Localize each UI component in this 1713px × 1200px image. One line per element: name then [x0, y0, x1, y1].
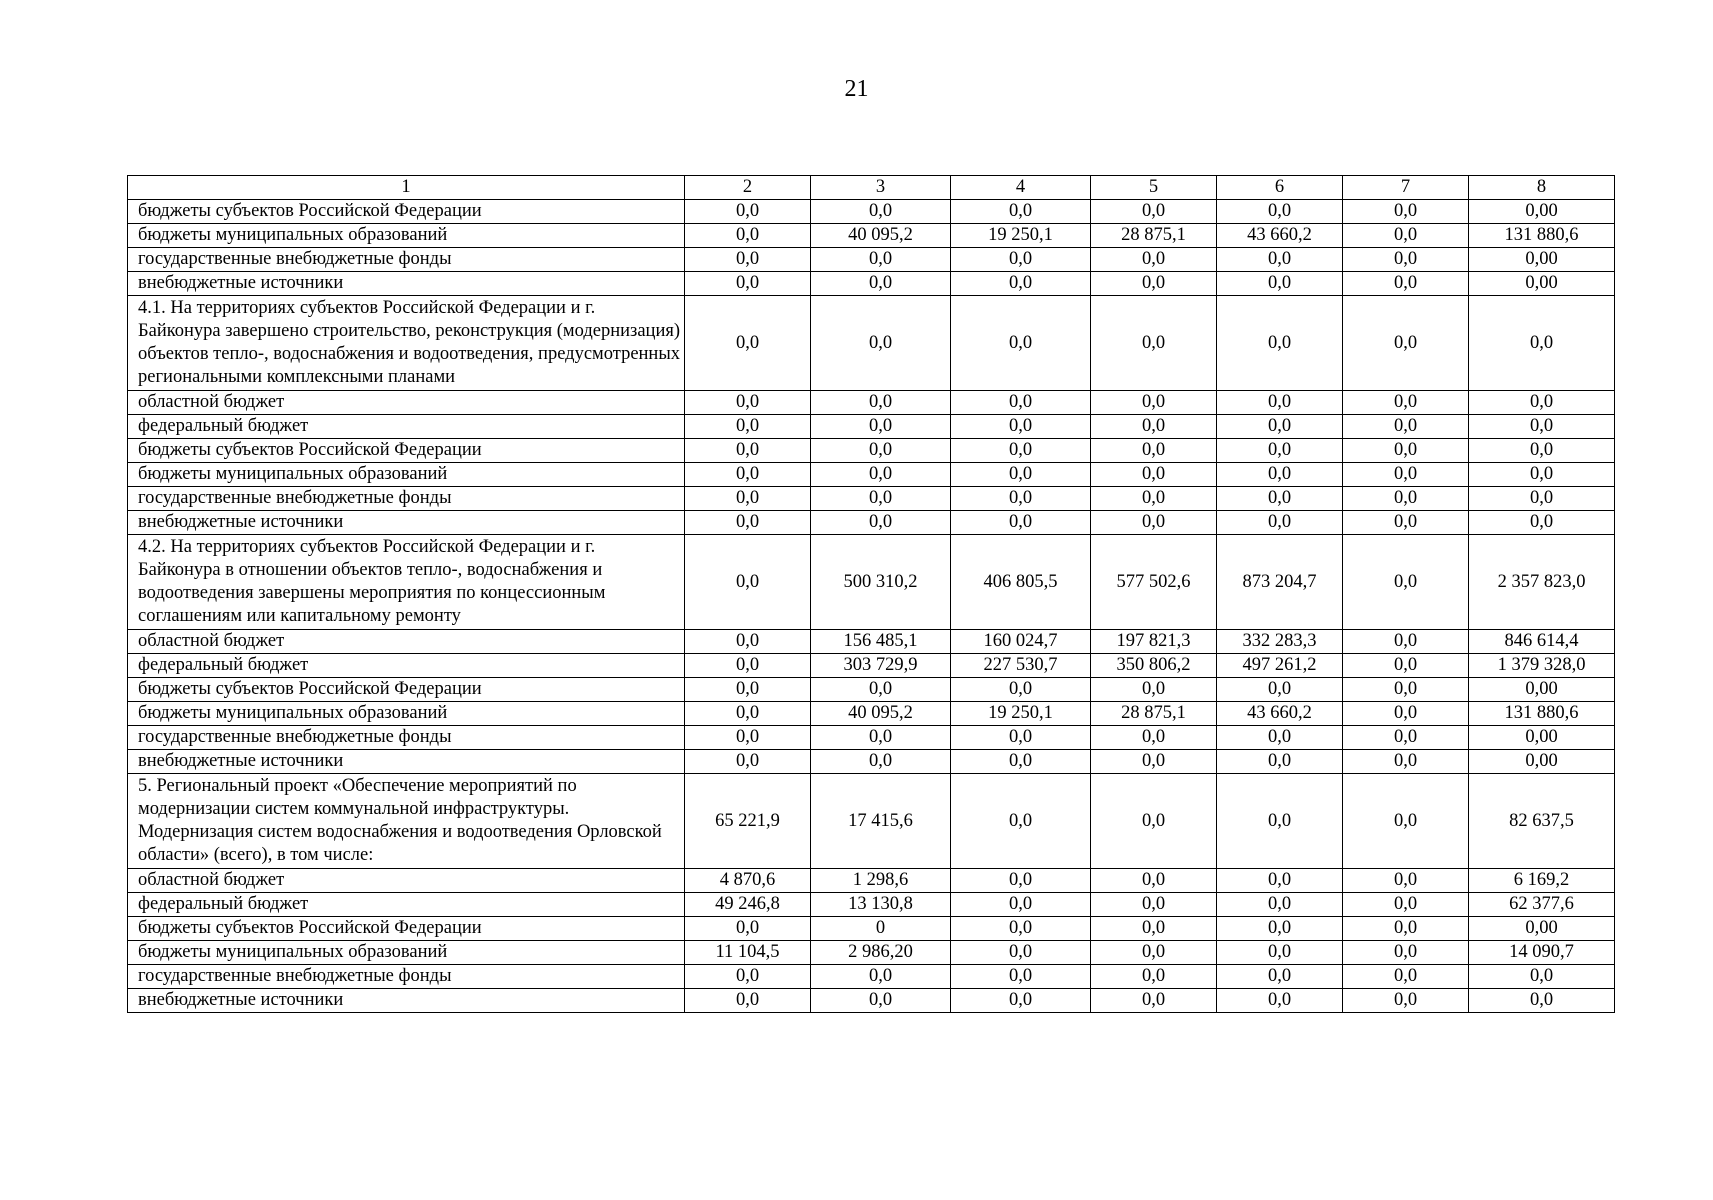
header-cell: 5	[1091, 176, 1217, 200]
table-row	[128, 248, 1615, 272]
value-cell: 0,0	[1343, 893, 1469, 917]
value-cell: 0,0	[685, 511, 811, 535]
value-cell: 0,0	[685, 750, 811, 774]
value-cell: 0,0	[811, 296, 951, 391]
value-cell: 0,0	[951, 415, 1091, 439]
value-cell: 0,0	[685, 391, 811, 415]
value-cell: 0,0	[1217, 726, 1343, 750]
table-row	[128, 487, 1615, 511]
value-cell: 0,0	[951, 750, 1091, 774]
value-cell: 0,0	[1091, 487, 1217, 511]
table-row	[128, 702, 1615, 726]
value-cell: 0,0	[951, 726, 1091, 750]
value-cell: 0,0	[685, 272, 811, 296]
row-label: государственные внебюджетные фонды	[128, 487, 685, 511]
table-row	[128, 893, 1615, 917]
header-cell: 8	[1469, 176, 1615, 200]
value-cell: 0,0	[1217, 989, 1343, 1013]
value-cell: 28 875,1	[1091, 702, 1217, 726]
table-row	[128, 989, 1615, 1013]
value-cell: 0,0	[1469, 439, 1615, 463]
value-cell: 0,0	[1343, 965, 1469, 989]
value-cell: 0,0	[1343, 391, 1469, 415]
value-cell: 0,0	[1091, 511, 1217, 535]
value-cell: 0,0	[1217, 296, 1343, 391]
value-cell: 62 377,6	[1469, 893, 1615, 917]
value-cell: 156 485,1	[811, 630, 951, 654]
section-row	[128, 774, 1615, 869]
row-label: внебюджетные источники	[128, 272, 685, 296]
value-cell: 0,0	[1343, 726, 1469, 750]
table-row	[128, 272, 1615, 296]
value-cell: 0,00	[1469, 248, 1615, 272]
value-cell: 0,0	[1217, 463, 1343, 487]
value-cell: 0,0	[685, 248, 811, 272]
value-cell: 0,0	[1469, 511, 1615, 535]
value-cell: 0	[811, 917, 951, 941]
value-cell: 0,0	[1469, 463, 1615, 487]
value-cell: 0,0	[1469, 296, 1615, 391]
row-label: государственные внебюджетные фонды	[128, 965, 685, 989]
row-label: 4.2. На территориях субъектов Российской Федерации и г. Байконура в отношении объектов тепло-, водоснабжения и водоотведения завершены мероприятия по концессионным соглашениям или капитальному ремонту	[128, 535, 685, 630]
value-cell: 873 204,7	[1217, 535, 1343, 630]
value-cell: 0,0	[1217, 678, 1343, 702]
value-cell: 227 530,7	[951, 654, 1091, 678]
header-cell: 3	[811, 176, 951, 200]
value-cell: 40 095,2	[811, 702, 951, 726]
row-label: бюджеты муниципальных образований	[128, 224, 685, 248]
value-cell: 0,0	[685, 439, 811, 463]
table-row	[128, 415, 1615, 439]
table-row	[128, 869, 1615, 893]
table-row	[128, 965, 1615, 989]
header-cell: 2	[685, 176, 811, 200]
value-cell: 0,0	[685, 415, 811, 439]
value-cell: 0,0	[951, 391, 1091, 415]
value-cell: 0,0	[1091, 272, 1217, 296]
value-cell: 28 875,1	[1091, 224, 1217, 248]
value-cell: 0,0	[1343, 989, 1469, 1013]
value-cell: 577 502,6	[1091, 535, 1217, 630]
value-cell: 0,0	[1343, 774, 1469, 869]
table-row	[128, 200, 1615, 224]
value-cell: 0,0	[811, 248, 951, 272]
value-cell: 0,0	[685, 989, 811, 1013]
value-cell: 0,0	[811, 511, 951, 535]
table-row	[128, 224, 1615, 248]
value-cell: 1 379 328,0	[1469, 654, 1615, 678]
value-cell: 0,0	[951, 965, 1091, 989]
value-cell: 19 250,1	[951, 702, 1091, 726]
value-cell: 0,0	[1469, 989, 1615, 1013]
value-cell: 2 357 823,0	[1469, 535, 1615, 630]
value-cell: 0,0	[951, 272, 1091, 296]
value-cell: 332 283,3	[1217, 630, 1343, 654]
value-cell: 0,0	[1343, 869, 1469, 893]
value-cell: 0,0	[1469, 965, 1615, 989]
value-cell: 0,0	[685, 296, 811, 391]
value-cell: 0,0	[685, 726, 811, 750]
value-cell: 0,0	[811, 989, 951, 1013]
value-cell: 846 614,4	[1469, 630, 1615, 654]
value-cell: 0,0	[1091, 678, 1217, 702]
table-row	[128, 391, 1615, 415]
value-cell: 0,0	[951, 487, 1091, 511]
value-cell: 0,0	[1091, 296, 1217, 391]
table-row	[128, 726, 1615, 750]
value-cell: 0,0	[1343, 917, 1469, 941]
value-cell: 0,0	[1343, 487, 1469, 511]
value-cell: 6 169,2	[1469, 869, 1615, 893]
value-cell: 0,0	[811, 678, 951, 702]
value-cell: 0,0	[1343, 511, 1469, 535]
value-cell: 0,0	[951, 678, 1091, 702]
value-cell: 13 130,8	[811, 893, 951, 917]
value-cell: 0,0	[1343, 750, 1469, 774]
value-cell: 11 104,5	[685, 941, 811, 965]
value-cell: 19 250,1	[951, 224, 1091, 248]
value-cell: 0,0	[951, 893, 1091, 917]
value-cell: 0,0	[1091, 248, 1217, 272]
value-cell: 0,0	[1343, 248, 1469, 272]
value-cell: 0,0	[951, 941, 1091, 965]
row-label: федеральный бюджет	[128, 415, 685, 439]
value-cell: 0,0	[1091, 869, 1217, 893]
table-row	[128, 678, 1615, 702]
value-cell: 0,0	[1091, 965, 1217, 989]
value-cell: 303 729,9	[811, 654, 951, 678]
value-cell: 0,0	[811, 965, 951, 989]
value-cell: 0,0	[1217, 391, 1343, 415]
value-cell: 0,0	[1343, 463, 1469, 487]
value-cell: 0,00	[1469, 200, 1615, 224]
value-cell: 40 095,2	[811, 224, 951, 248]
row-label: 4.1. На территориях субъектов Российской Федерации и г. Байконура завершено строительство, реконструкция (модернизация) объектов тепло-, водоснабжения и водоотведения, предусмотренных региональными комплексными планами	[128, 296, 685, 391]
value-cell: 0,0	[811, 391, 951, 415]
value-cell: 0,0	[951, 296, 1091, 391]
value-cell: 43 660,2	[1217, 702, 1343, 726]
value-cell: 0,0	[1217, 511, 1343, 535]
value-cell: 131 880,6	[1469, 702, 1615, 726]
value-cell: 0,00	[1469, 750, 1615, 774]
row-label: бюджеты субъектов Российской Федерации	[128, 200, 685, 224]
value-cell: 0,0	[685, 917, 811, 941]
value-cell: 500 310,2	[811, 535, 951, 630]
row-label: бюджеты муниципальных образований	[128, 941, 685, 965]
value-cell: 350 806,2	[1091, 654, 1217, 678]
value-cell: 0,0	[1091, 989, 1217, 1013]
table-row	[128, 439, 1615, 463]
value-cell: 0,0	[685, 200, 811, 224]
value-cell: 0,0	[1091, 391, 1217, 415]
section-row	[128, 535, 1615, 630]
value-cell: 0,0	[1091, 415, 1217, 439]
header-cell: 7	[1343, 176, 1469, 200]
value-cell: 0,0	[1343, 941, 1469, 965]
value-cell: 0,0	[1091, 726, 1217, 750]
value-cell: 0,0	[1217, 439, 1343, 463]
value-cell: 0,0	[685, 702, 811, 726]
value-cell: 0,0	[811, 415, 951, 439]
value-cell: 0,0	[951, 463, 1091, 487]
value-cell: 0,0	[1091, 941, 1217, 965]
value-cell: 0,0	[1091, 439, 1217, 463]
value-cell: 0,0	[951, 439, 1091, 463]
value-cell: 0,0	[1217, 774, 1343, 869]
value-cell: 0,0	[1343, 296, 1469, 391]
value-cell: 0,0	[1343, 415, 1469, 439]
row-label: областной бюджет	[128, 869, 685, 893]
section-row	[128, 296, 1615, 391]
row-label: федеральный бюджет	[128, 893, 685, 917]
value-cell: 14 090,7	[1469, 941, 1615, 965]
row-label: федеральный бюджет	[128, 654, 685, 678]
value-cell: 0,0	[685, 965, 811, 989]
value-cell: 197 821,3	[1091, 630, 1217, 654]
page-number: 21	[844, 76, 869, 102]
row-label: внебюджетные источники	[128, 511, 685, 535]
value-cell: 4 870,6	[685, 869, 811, 893]
value-cell: 0,0	[951, 511, 1091, 535]
row-label: бюджеты субъектов Российской Федерации	[128, 678, 685, 702]
value-cell: 0,0	[811, 750, 951, 774]
value-cell: 17 415,6	[811, 774, 951, 869]
value-cell: 131 880,6	[1469, 224, 1615, 248]
value-cell: 0,0	[951, 774, 1091, 869]
value-cell: 160 024,7	[951, 630, 1091, 654]
value-cell: 0,00	[1469, 272, 1615, 296]
table-body	[128, 176, 1615, 1013]
value-cell: 0,0	[1091, 750, 1217, 774]
row-label: областной бюджет	[128, 391, 685, 415]
value-cell: 0,0	[1343, 272, 1469, 296]
value-cell: 0,0	[685, 654, 811, 678]
value-cell: 0,0	[811, 726, 951, 750]
value-cell: 0,00	[1469, 678, 1615, 702]
value-cell: 0,0	[1343, 224, 1469, 248]
value-cell: 0,0	[1091, 774, 1217, 869]
budget-table	[127, 175, 1615, 1013]
value-cell: 65 221,9	[685, 774, 811, 869]
value-cell: 0,0	[1091, 917, 1217, 941]
value-cell: 0,0	[951, 869, 1091, 893]
value-cell: 0,0	[951, 200, 1091, 224]
value-cell: 0,0	[1217, 200, 1343, 224]
value-cell: 1 298,6	[811, 869, 951, 893]
value-cell: 82 637,5	[1469, 774, 1615, 869]
value-cell: 0,0	[685, 224, 811, 248]
value-cell: 0,0	[685, 487, 811, 511]
value-cell: 0,0	[1469, 415, 1615, 439]
row-label: бюджеты муниципальных образований	[128, 702, 685, 726]
value-cell: 0,0	[1217, 941, 1343, 965]
row-label: областной бюджет	[128, 630, 685, 654]
header-cell: 4	[951, 176, 1091, 200]
row-label: 5. Региональный проект «Обеспечение мероприятий по модернизации систем коммунальной инфраструктуры. Модернизация систем водоснабжения и водоотведения Орловской области» (всего), в том числе:	[128, 774, 685, 869]
value-cell: 0,0	[1091, 463, 1217, 487]
table-row	[128, 917, 1615, 941]
row-label: бюджеты муниципальных образований	[128, 463, 685, 487]
value-cell: 0,0	[1217, 750, 1343, 774]
row-label: внебюджетные источники	[128, 989, 685, 1013]
table-row	[128, 654, 1615, 678]
value-cell: 0,0	[1217, 917, 1343, 941]
value-cell: 0,0	[811, 439, 951, 463]
value-cell: 0,0	[1469, 391, 1615, 415]
value-cell: 0,0	[811, 200, 951, 224]
value-cell: 0,0	[1469, 487, 1615, 511]
header-cell: 6	[1217, 176, 1343, 200]
value-cell: 0,0	[1217, 415, 1343, 439]
value-cell: 0,0	[1343, 535, 1469, 630]
value-cell: 0,0	[1343, 654, 1469, 678]
header-cell: 1	[128, 176, 685, 200]
row-label: бюджеты субъектов Российской Федерации	[128, 439, 685, 463]
header-row	[128, 176, 1615, 200]
value-cell: 0,0	[685, 678, 811, 702]
value-cell: 0,0	[951, 989, 1091, 1013]
row-label: государственные внебюджетные фонды	[128, 726, 685, 750]
value-cell: 406 805,5	[951, 535, 1091, 630]
value-cell: 497 261,2	[1217, 654, 1343, 678]
value-cell: 0,0	[951, 917, 1091, 941]
row-label: внебюджетные источники	[128, 750, 685, 774]
value-cell: 0,0	[1217, 893, 1343, 917]
value-cell: 0,0	[1343, 678, 1469, 702]
value-cell: 0,0	[685, 463, 811, 487]
table-row	[128, 630, 1615, 654]
value-cell: 0,0	[1217, 965, 1343, 989]
value-cell: 0,0	[1217, 869, 1343, 893]
table-row	[128, 463, 1615, 487]
value-cell: 0,0	[1217, 487, 1343, 511]
value-cell: 0,0	[811, 272, 951, 296]
value-cell: 2 986,20	[811, 941, 951, 965]
value-cell: 0,0	[1091, 893, 1217, 917]
value-cell: 0,0	[1091, 200, 1217, 224]
table-row	[128, 941, 1615, 965]
row-label: бюджеты субъектов Российской Федерации	[128, 917, 685, 941]
table-row	[128, 750, 1615, 774]
row-label: государственные внебюджетные фонды	[128, 248, 685, 272]
value-cell: 0,0	[1343, 630, 1469, 654]
value-cell: 43 660,2	[1217, 224, 1343, 248]
value-cell: 0,0	[1343, 200, 1469, 224]
value-cell: 0,0	[811, 463, 951, 487]
value-cell: 0,0	[685, 630, 811, 654]
value-cell: 0,0	[1217, 272, 1343, 296]
value-cell: 0,0	[951, 248, 1091, 272]
value-cell: 0,0	[685, 535, 811, 630]
table-row	[128, 511, 1615, 535]
value-cell: 0,00	[1469, 917, 1615, 941]
value-cell: 0,0	[1343, 439, 1469, 463]
value-cell: 0,0	[1217, 248, 1343, 272]
value-cell: 49 246,8	[685, 893, 811, 917]
value-cell: 0,0	[811, 487, 951, 511]
value-cell: 0,00	[1469, 726, 1615, 750]
value-cell: 0,0	[1343, 702, 1469, 726]
